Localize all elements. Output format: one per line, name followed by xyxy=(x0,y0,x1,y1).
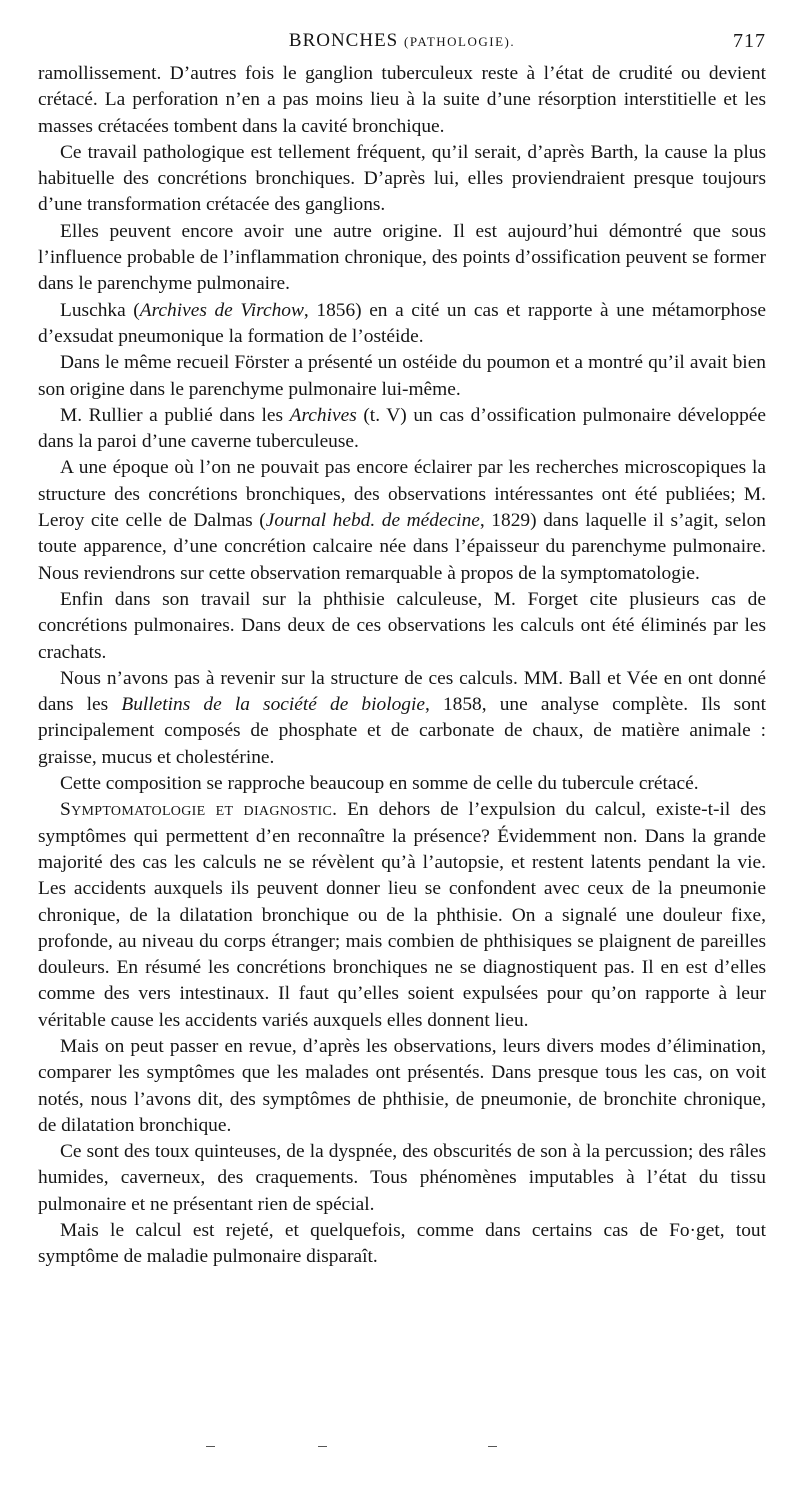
italic-citation: Archives de Virchow xyxy=(139,299,304,321)
paragraph-text: M. Rullier a publié dans les xyxy=(60,404,290,426)
body-text xyxy=(38,61,766,1271)
paragraph-text: (t. V) un cas d’ossification pulmonaire développée dans la paroi d’une caverne tuberculeuse. xyxy=(38,404,766,453)
paragraph-text: Mais le calcul est rejeté, et quelquefois, comme dans certains cas de Fo·get, tout symptôme de maladie pulmonaire disparaît. xyxy=(38,1220,766,1268)
paragraph-text: Luschka ( xyxy=(60,299,140,321)
paragraph-text: Enfin dans son travail sur la phthisie calculeuse, M. Forget cite plusieurs cas de concrétions pulmonaires. Dans deux de ces observations les calculs ont été éliminés par les crachats. xyxy=(38,588,766,663)
italic-citation: Archives xyxy=(289,404,357,426)
paragraph xyxy=(38,587,766,666)
paragraph-text: Ce travail pathologique est tellement fréquent, qu’il serait, d’après Barth, la cause la plus habituelle des concrétions bronchiques. D’après lui, elles proviendraient presque toujours d’une transformation crétacée des ganglions. xyxy=(38,141,766,216)
paragraph-text: , 1829) dans laquelle il s’agit, selon toute apparence, d’une concrétion calcaire née dans l’épaisseur du parenchyme pulmonaire. Nous reviendrons sur cette observation remarquable à propos de la symptomatologie. xyxy=(38,510,766,584)
running-title-main: BRONCHES xyxy=(288,30,399,51)
paragraph xyxy=(38,350,766,403)
paragraph xyxy=(38,219,766,298)
italic-citation: Journal hebd. de médecine xyxy=(265,510,480,532)
paragraph xyxy=(38,1218,766,1271)
paragraph xyxy=(38,771,766,797)
running-title-subtitle: (PATHOLOGIE). xyxy=(404,34,516,49)
paragraph xyxy=(38,403,766,456)
paragraph-text: Mais on peut passer en revue, d’après les observations, leurs divers modes d’élimination, comparer les symptômes que les malades ont présentés. Dans presque tous les cas, on voit notés, nous l’avons dit, des symptômes de phthisie, de pneumonie, de bronchite chronique, de dilatation bronchique. xyxy=(38,1035,766,1136)
paragraph-text: Nous n’avons pas à revenir sur la structure de ces calculs. MM. Ball et Vée en ont donné dans les xyxy=(38,667,766,716)
paragraph-text: Elles peuvent encore avoir une autre origine. Il est aujourd’hui démontré que sous l’influence probable de l’inflammation chronique, des points d’ossification peuvent se former dans le parenchyme pulmonaire. xyxy=(38,220,766,295)
paragraph xyxy=(38,455,766,586)
paragraph-text: , 1856) en a cité un cas et rapporte à une métamorphose d’exsudat pneumonique la formation de l’ostéide. xyxy=(38,299,766,347)
paragraph-text: A une époque où l’on ne pouvait pas encore éclairer par les recherches microscopiques la structure des concrétions bronchiques, des observations intéressantes ont été publiées; M. Leroy cite celle de Dalmas ( xyxy=(38,457,766,532)
paragraph xyxy=(38,298,766,351)
running-title xyxy=(38,30,766,52)
paragraph-text: ramollissement. D’autres fois le ganglion tuberculeux reste à l’état de crudité ou devient crétacé. La perforation n’en a pas moins lieu à la suite d’une résorption interstitielle et les masses crétacées tombent dans la cavité bronchique. xyxy=(38,63,766,137)
paragraph xyxy=(38,1139,766,1218)
paragraph-text: En dehors de l’expulsion du calcul, existe-t-il des symptômes qui permettent d’en reconnaître la présence? Évidemment non. Dans la grande majorité des cas les calculs ne se révèlent qu’à l’autopsie, et restent latents pendant la vie. Les accidents auxquels ils peuvent donner lieu se confondent avec ceux de la pneumonie chronique, de la dilatation bronchique ou de la phthisie. On a signalé une douleur fixe, profonde, au niveau du corps étranger; mais combien de phthisiques se plaignent de pareilles douleurs. En résumé les concrétions bronchiques ne se diagnostiquent pas. Il en est d’elles comme des vers intestinaux. Il faut qu’elles soient expulsées pour qu’on rapporte à leur véritable cause les accidents variés auxquels elles donnent lieu. xyxy=(38,799,767,1031)
paragraph xyxy=(38,666,766,771)
paragraph xyxy=(38,61,766,140)
footer-dash xyxy=(318,1446,327,1447)
paragraph xyxy=(38,140,766,219)
section-heading: Symptomatologie et diagnostic. xyxy=(60,799,338,821)
paragraph-text: Dans le même recueil Förster a présenté un ostéide du poumon et a montré qu’il avait bien son origine dans le parenchyme pulmonaire lui-même. xyxy=(38,352,766,400)
paragraph-text: , 1858, une analyse complète. Ils sont principalement composés de phosphate et de carbonate de chaux, de matière animale : graisse, mucus et cholestérine. xyxy=(38,694,767,768)
paragraph-text: Ce sont des toux quinteuses, de la dyspnée, des obscurités de son à la percussion; des râles humides, caverneux, des craquements. Tous phénomènes imputables à l’état du tissu pulmonaire et ne présentant rien de spécial. xyxy=(38,1141,766,1215)
paragraph-text: Cette composition se rapproche beaucoup en somme de celle du tubercule crétacé. xyxy=(60,773,699,795)
italic-citation: Bulletins de la société de biologie xyxy=(121,694,425,716)
paragraph xyxy=(38,1034,766,1139)
footer-dash xyxy=(206,1446,215,1447)
footer-dash xyxy=(488,1446,497,1447)
running-head xyxy=(38,30,766,56)
footer-marks xyxy=(0,1446,800,1450)
page-number: 717 xyxy=(733,30,766,52)
paragraph xyxy=(38,797,766,1034)
